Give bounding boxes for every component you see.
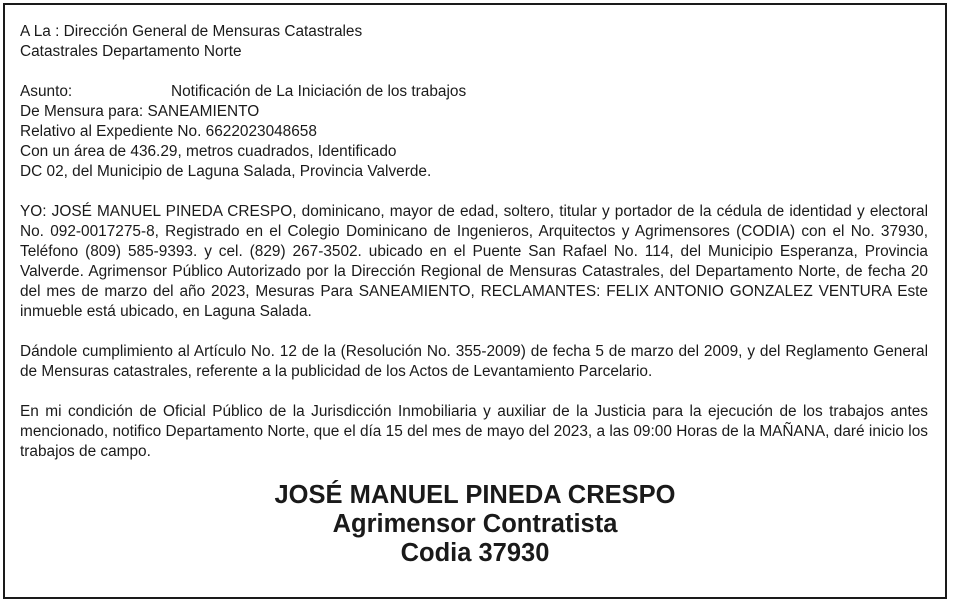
notice-body bbox=[20, 22, 928, 462]
spacer bbox=[20, 182, 928, 202]
subject-line bbox=[20, 82, 928, 102]
subject-detail-location: DC 02, del Municipio de Laguna Salada, Provincia Valverde. bbox=[20, 163, 432, 180]
subject-detail-survey-type: De Mensura para: SANEAMIENTO bbox=[20, 103, 260, 120]
subject-label: Asunto: bbox=[20, 83, 73, 100]
declaration-paragraph: YO: JOSÉ MANUEL PINEDA CRESPO, dominicano, mayor de edad, soltero, titular y portador de la cédula de identidad y electoral No. 092-0017275-8, Registrado en el Colegio Dominicano de Ingenieros, Arquitectos y Agrimensores (CODIA) con el No. 37930, Teléfono (809) 585-9393. y cel. (829) 267-3502. ubicado en el Puente San Rafael No. 114, del Municipio Esperanza, Provincia Valverde. Agrimensor Público Autorizado por la Dirección Regional de Mensuras Catastrales, del Departamento Norte, de fecha 20 del mes de marzo del año 2023, Mesuras Para SANEAMIENTO, RECLAMANTES: FELIX ANTONIO GONZALEZ VENTURA Este inmueble está ubicado, en Laguna Salada. bbox=[20, 203, 928, 320]
notification-paragraph: En mi condición de Oficial Público de la Jurisdicción Inmobiliaria y auxiliar de la Justicia para la ejecución de los trabajos antes mencionado, notifico Departamento Norte, que el día 15 del mes de mayo del 2023, a las 09:00 Horas de la MAÑANA, daré inicio los trabajos de campo. bbox=[20, 403, 928, 460]
signature-codia: Codia 37930 bbox=[400, 539, 550, 567]
signature-title: Agrimensor Contratista bbox=[332, 510, 618, 538]
spacer bbox=[20, 62, 928, 82]
signature-name: JOSÉ MANUEL PINEDA CRESPO bbox=[274, 481, 676, 509]
subject-value: Notificación de La Iniciación de los trabajos bbox=[171, 83, 467, 100]
addressee-line-1: A La : Dirección General de Mensuras Catastrales bbox=[20, 23, 363, 40]
signature-block bbox=[5, 481, 945, 568]
compliance-paragraph: Dándole cumplimiento al Artículo No. 12 de la (Resolución No. 355-2009) de fecha 5 de marzo del 2009, y del Reglamento General de Mensuras catastrales, referente a la publicidad de los Actos de Levantamiento Parcelario. bbox=[20, 343, 928, 380]
subject-detail-file-number: Relativo al Expediente No. 6622023048658 bbox=[20, 123, 317, 140]
subject-detail-area: Con un área de 436.29, metros cuadrados, Identificado bbox=[20, 143, 397, 160]
spacer bbox=[20, 322, 928, 342]
legal-notice bbox=[3, 3, 947, 599]
addressee-line-2: Catastrales Departamento Norte bbox=[20, 43, 242, 60]
spacer bbox=[20, 382, 928, 402]
